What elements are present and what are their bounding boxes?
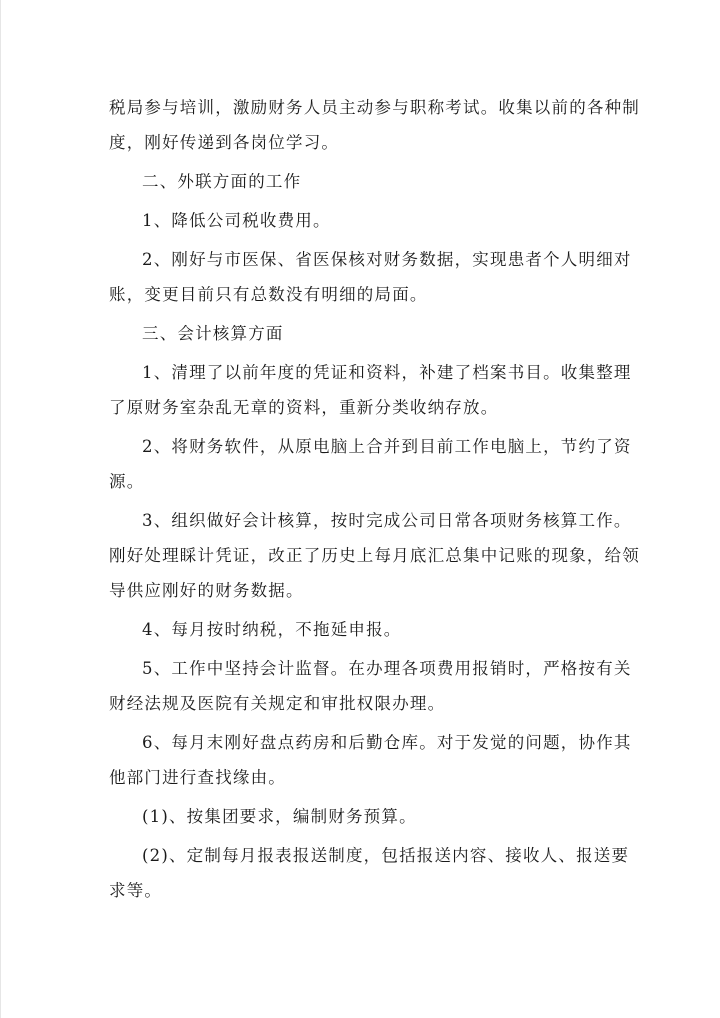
text-line: (2)、定制每月报表报送制度，包括报送内容、接收人、报送要 (142, 846, 630, 865)
text-line: 税局参与培训，激励财务人员主动参与职称考试。收集以前的各种制 (109, 98, 640, 117)
text-line: 他部门进行查找缘由。 (109, 768, 286, 787)
text-line: 6、每月末刚好盘点药房和后勤仓库。对于发觉的问题，协作其 (142, 733, 632, 752)
document-body (109, 90, 640, 908)
text-line: 1、降低公司税收费用。 (142, 211, 331, 230)
text-line: 2、刚好与市医保、省医保核对财务数据，实现患者个人明细对 (142, 250, 632, 269)
section-heading: 三、会计核算方面 (142, 324, 284, 343)
text-line: 求等。 (109, 881, 163, 900)
text-line: 5、工作中坚持会计监督。在办理各项费用报销时，严格按有关 (142, 659, 632, 678)
text-line: 度，刚好传递到各岗位学习。 (109, 133, 340, 152)
text-line: 3、组织做好会计核算，按时完成公司日常各项财务核算工作。 (142, 511, 632, 530)
section-heading: 二、外联方面的工作 (142, 172, 302, 191)
text-line: 2、将财务软件，从原电脑上合并到目前工作电脑上，节约了资 (142, 437, 632, 456)
text-line: (1)、按集团要求，编制财务预算。 (142, 807, 417, 826)
text-line: 了原财务室杂乱无章的资料，重新分类收纳存放。 (109, 398, 499, 417)
text-line: 刚好处理睬计凭证，改正了历史上每月底汇总集中记账的现象，给领 (109, 546, 640, 565)
text-line: 源。 (109, 472, 145, 491)
text-line: 账，变更目前只有总数没有明细的局面。 (109, 285, 428, 304)
text-line: 导供应刚好的财务数据。 (109, 581, 304, 600)
text-line: 1、清理了以前年度的凭证和资料，补建了档案书目。收集整理 (142, 363, 632, 382)
text-line: 财经法规及医院有关规定和审批权限办理。 (109, 694, 446, 713)
text-line: 4、每月按时纳税，不拖延申报。 (142, 620, 402, 639)
